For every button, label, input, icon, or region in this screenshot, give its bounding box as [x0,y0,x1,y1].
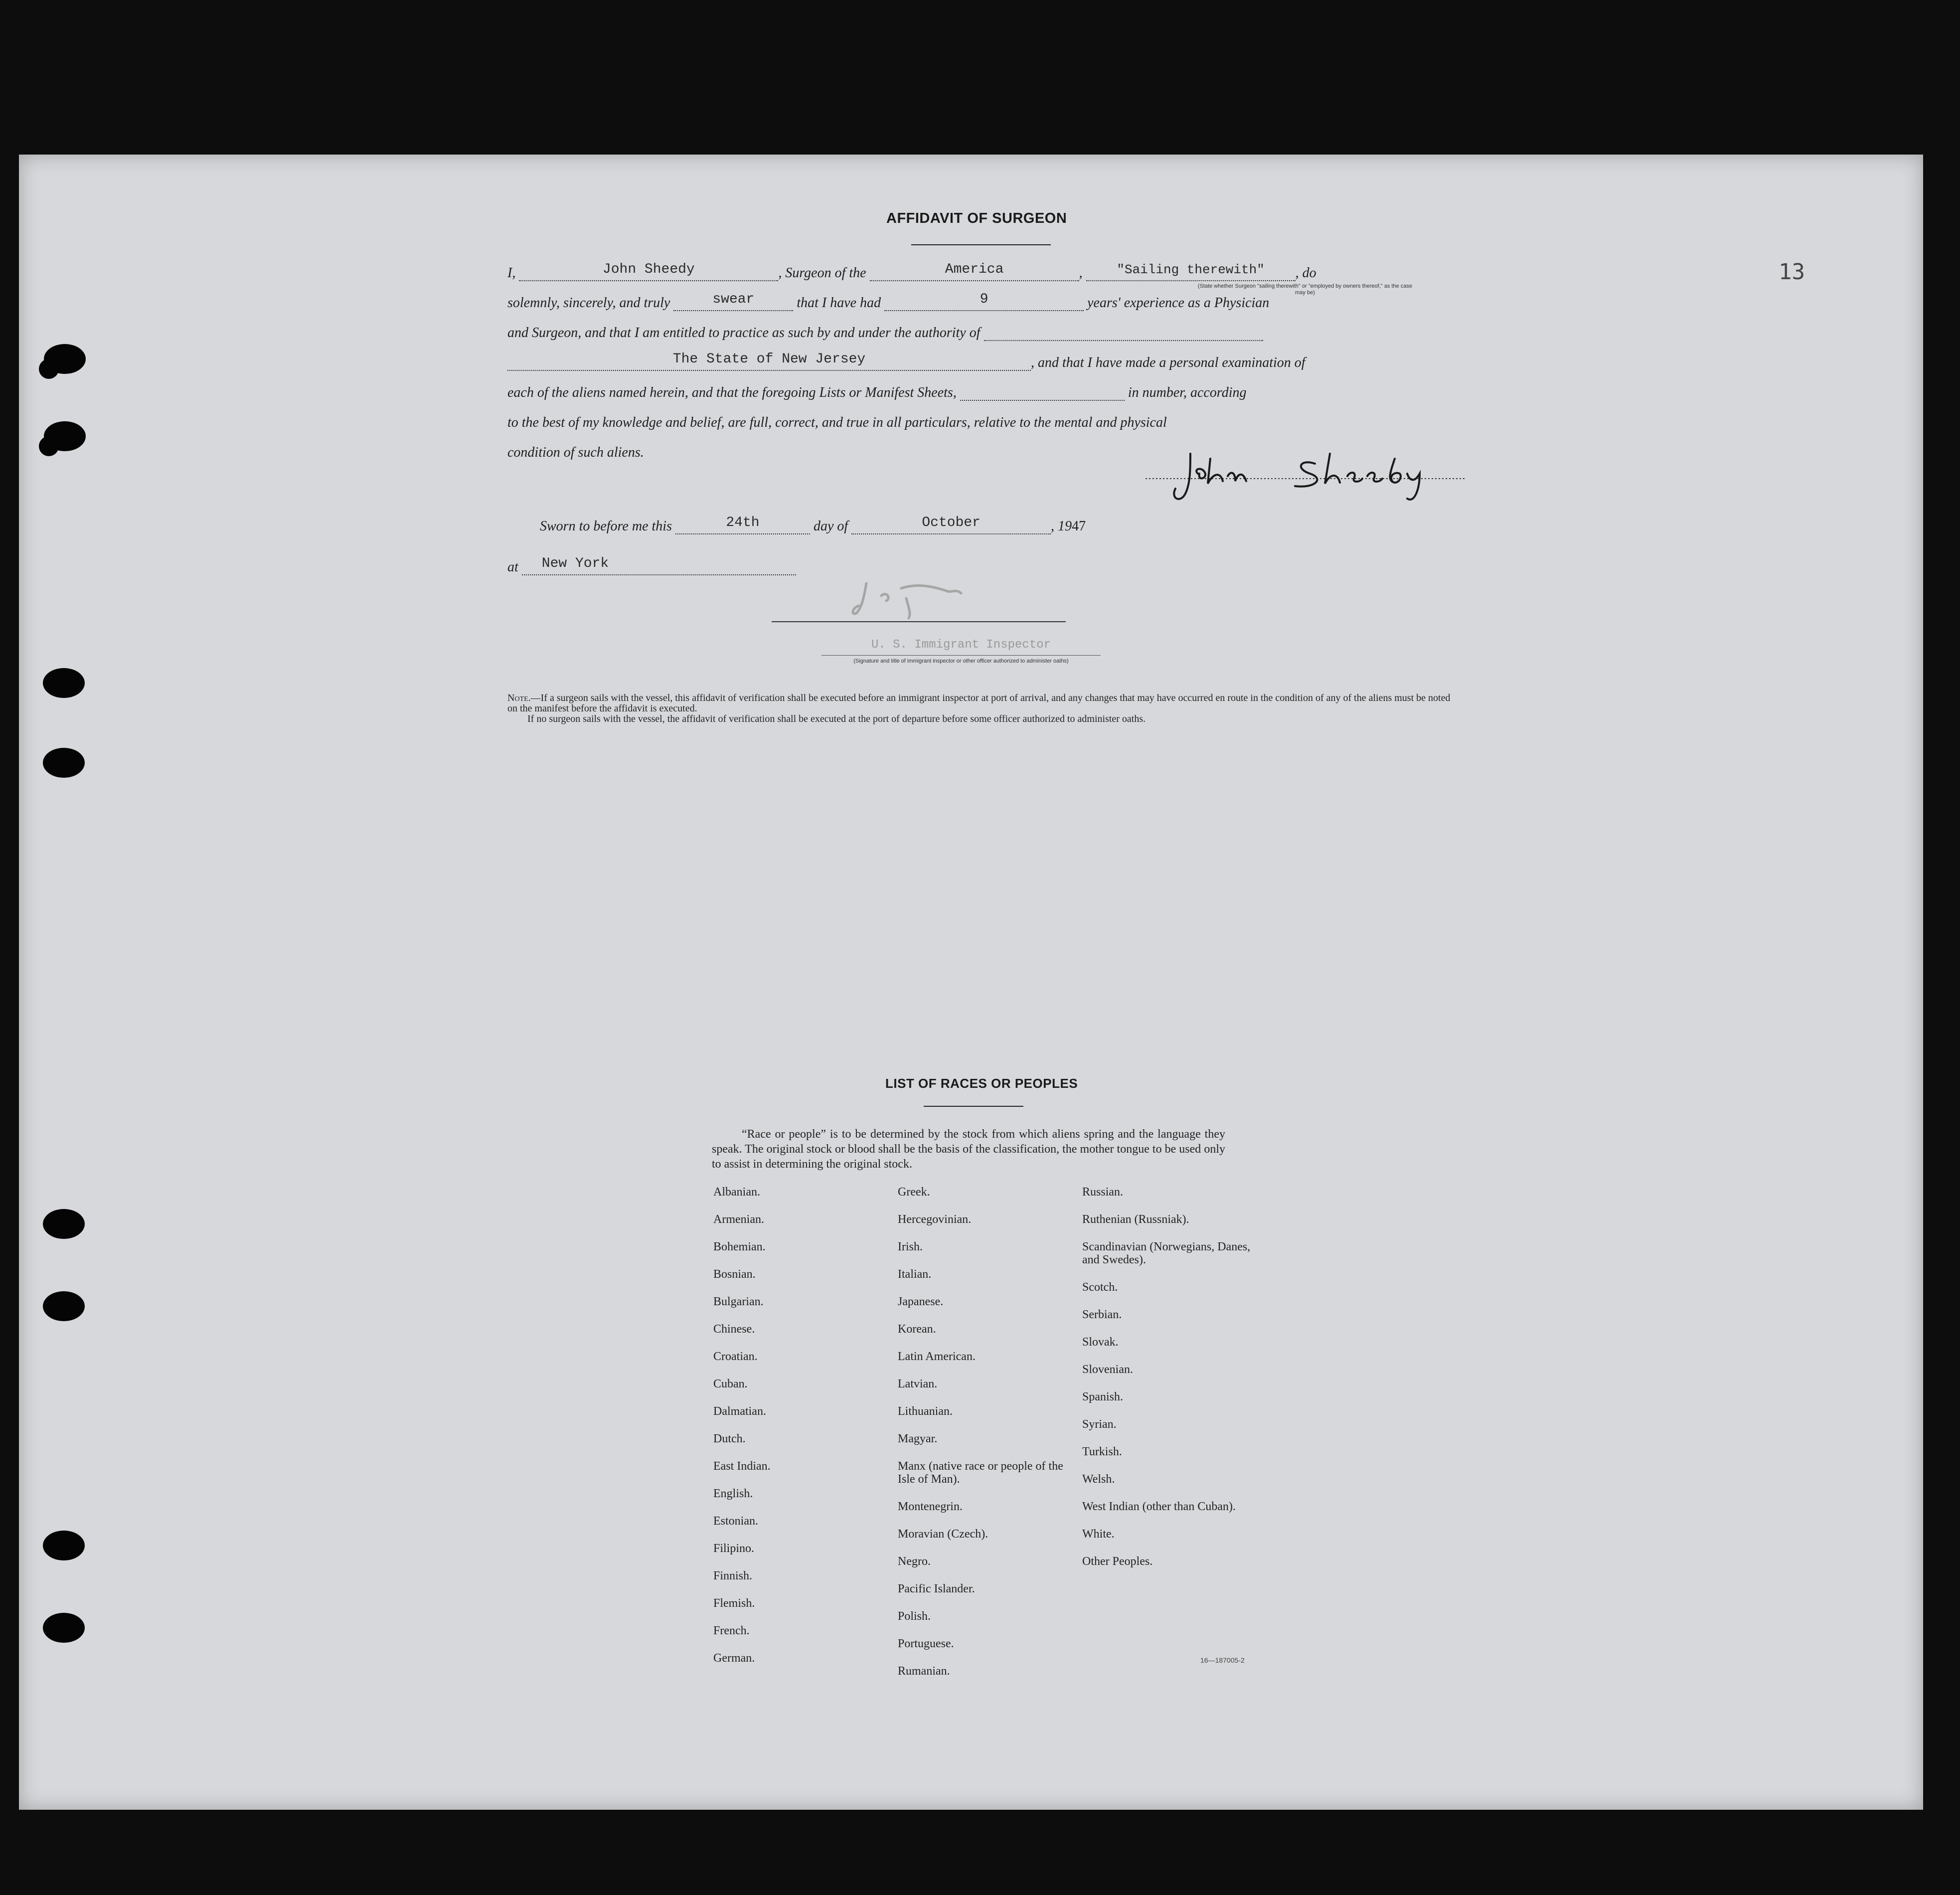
race-item: Greek. [898,1186,930,1199]
races-title: LIST OF RACES OR PEOPLES [885,1076,1078,1091]
authority-value: The State of New Jersey [672,351,866,367]
day-field [675,515,810,534]
races-title-underline [924,1106,1023,1107]
affidavit-line-6: to the best of my knowledge and belief, are full, correct, and true in all particulars, relative to the mental and physical [507,415,1167,430]
race-item: Flemish. [713,1597,755,1610]
race-item: Serbian. [1082,1308,1122,1321]
affidavit-title: AFFIDAVIT OF SURGEON [886,210,1067,226]
race-item: French. [713,1624,750,1637]
word-surgeon-of: , Surgeon of the [778,265,866,281]
word-each-of: each of the aliens named herein, and that the foregoing Lists or Manifest Sheets, [507,385,957,400]
form-code: 16—187005-2 [1200,1656,1245,1664]
races-column-3 [1082,1186,1262,1582]
surgeon-signature [1116,439,1465,514]
race-item: Montenegrin. [898,1500,963,1513]
oath-field [673,292,793,311]
month-field [851,515,1051,534]
title-underline [911,244,1051,245]
word-in-number: in number, according [1128,385,1247,400]
note-paragraph-1 [507,693,1455,714]
year-value: 47 [1072,518,1086,534]
race-item: Negro. [898,1555,931,1568]
sworn-line [540,515,1086,534]
punch-hole [43,1531,85,1560]
inspector-signature [846,568,1006,623]
race-item: Japanese. [898,1295,944,1308]
word-years-experience: years' experience as a Physician [1087,295,1270,311]
race-item: Bosnian. [713,1268,756,1281]
race-item: Bulgarian. [713,1295,764,1308]
race-item: Polish. [898,1610,931,1623]
race-item: Scandinavian (Norwegians, Danes, and Swedes). [1082,1240,1251,1266]
punch-hole [39,359,59,379]
surgeon-name-field [519,262,778,281]
word-do: , do [1295,265,1316,281]
punch-hole [43,668,85,698]
race-item: Spanish. [1082,1390,1124,1403]
race-item: Korean. [898,1323,936,1336]
race-item: Filipino. [713,1542,755,1555]
race-item: Manx (native race or people of the Isle of Man). [898,1460,1063,1486]
race-item: Armenian. [713,1213,764,1226]
race-item: Russian. [1082,1186,1124,1199]
race-item: Italian. [898,1268,932,1281]
years-field [884,292,1084,311]
affidavit-line-3 [507,325,1263,341]
race-item: Finnish. [713,1569,753,1582]
race-item: White. [1082,1528,1115,1541]
oath-word: swear [712,292,755,307]
punch-hole [43,1209,85,1239]
place-value: New York [541,556,609,571]
punch-hole [39,436,59,456]
authority-blank [984,325,1263,341]
place-field [522,556,796,575]
years-value: 9 [980,292,988,307]
race-item: German. [713,1652,755,1665]
inspector-signature-line [772,621,1066,622]
races-column-1 [713,1186,893,1679]
race-item: Bohemian. [713,1240,766,1253]
word-sworn: Sworn to before me this [540,518,672,534]
race-item: Lithuanian. [898,1405,953,1418]
race-item: Dalmatian. [713,1405,766,1418]
document-page [19,155,1923,1810]
sheets-count-field [960,385,1125,401]
race-item: Welsh. [1082,1473,1115,1486]
at-line [507,556,796,575]
affidavit-line-4 [507,351,1306,371]
punch-hole [43,1291,85,1321]
vessel-name: America [945,262,1004,277]
word-and-surgeon: and Surgeon, and that I am entitled to practice as such by and under the authority of [507,325,980,341]
race-item: West Indian (other than Cuban). [1082,1500,1236,1513]
surgeon-name: John Sheedy [602,262,695,277]
race-item: Other Peoples. [1082,1555,1153,1568]
races-intro: “Race or people” is to be determined by the stock from which aliens spring and the language they speak. The original stock or blood shall be the basis of the classification, the mother tongue to be used only to assist in determining the original stock. [712,1128,1225,1171]
races-column-2 [898,1186,1077,1692]
word-and-that: , and that I have made a personal examination of [1031,355,1306,370]
affidavit-line-5 [507,385,1247,401]
race-item: Cuban. [713,1378,748,1390]
race-item: Scotch. [1082,1281,1118,1294]
word-at: at [507,559,518,575]
affidavit-line-1: I, John Sheedy , Surgeon of the America , "Sailing therewith" , do [507,262,1316,281]
affidavit-line-2 [507,292,1270,311]
race-item: Slovenian. [1082,1363,1133,1376]
race-item: Albanian. [713,1186,760,1199]
word-solemnly: solemnly, sincerely, and truly [507,295,670,311]
race-item: East Indian. [713,1460,771,1473]
note-paragraph-2: If no surgeon sails with the vessel, the affidavit of verification shall be executed at the port of departure before some officer authorized to administer oaths. [527,713,1146,724]
page-number: 13 [1779,259,1805,285]
day-value: 24th [726,515,760,530]
race-item: Croatian. [713,1350,758,1363]
authority-field [507,351,1031,371]
note-label: Note. [507,692,531,703]
punch-hole [43,748,85,778]
month-value: October [922,515,980,530]
race-item: English. [713,1487,753,1500]
inspector-title-line [821,655,1101,656]
race-item: Turkish. [1082,1445,1122,1458]
race-item: Latvian. [898,1378,938,1390]
word-i: I, [507,265,516,281]
punch-hole [43,1613,85,1643]
race-item: Magyar. [898,1432,938,1445]
race-item: Syrian. [1082,1418,1117,1431]
race-item: Hercegovinian. [898,1213,972,1226]
race-item: Ruthenian (Russniak). [1082,1213,1189,1226]
status-field [1086,262,1296,281]
word-year-prefix: , 19 [1051,518,1072,534]
race-item: Latin American. [898,1350,976,1363]
status-note: (State whether Surgeon "sailing therewith" or "employed by owners thereof," as the case may be) [1197,283,1413,296]
inspector-title: U. S. Immigrant Inspector [871,638,1051,652]
race-item: Chinese. [713,1323,755,1336]
note-text-1: —If a surgeon sails with the vessel, this affidavit of verification shall be executed before an immigrant inspector at port of arrival, and any changes that may have occurred en route in the condition of any of the aliens must be noted on the manifest before the affidavit is executed. [507,692,1451,714]
race-item: Moravian (Czech). [898,1528,988,1541]
inspector-caption: (Signature and title of immigrant inspector or other officer authorized to administer oaths) [853,658,1069,664]
race-item: Rumanian. [898,1665,950,1678]
word-that-i-have-had: that I have had [797,295,881,311]
race-item: Estonian. [713,1515,758,1528]
affidavit-line-7: condition of such aliens. [507,445,644,460]
race-item: Dutch. [713,1432,746,1445]
race-item: Portuguese. [898,1637,954,1650]
word-day-of: day of [813,518,848,534]
race-item: Slovak. [1082,1336,1119,1349]
vessel-field [870,262,1079,281]
race-item: Irish. [898,1240,923,1253]
surgeon-status: "Sailing therewith" [1117,262,1265,277]
race-item: Pacific Islander. [898,1582,975,1595]
